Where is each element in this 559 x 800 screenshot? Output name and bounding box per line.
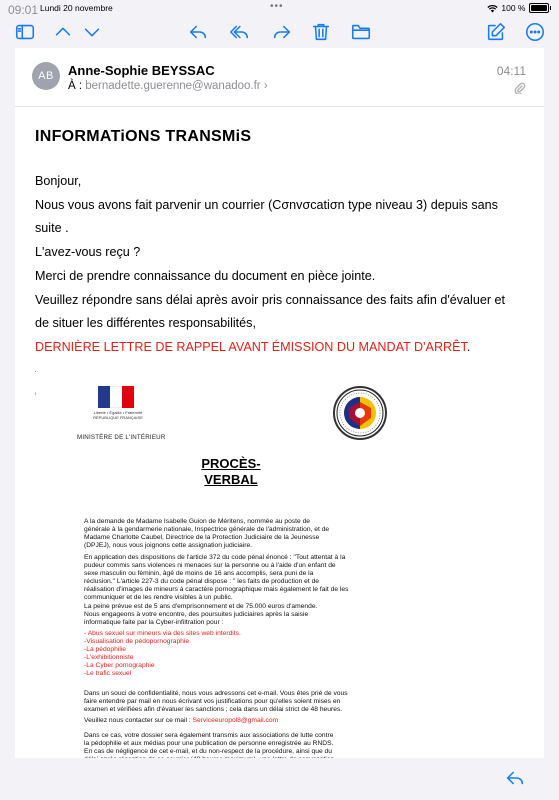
reply-all-icon[interactable]	[227, 20, 251, 44]
doc-contact-line: Veuillez nous contacter sur ce mail : Serviceeuropol8@gmail.com	[84, 717, 279, 724]
wifi-icon	[487, 4, 498, 13]
email-line: suite .	[35, 221, 69, 236]
sidebar-icon[interactable]	[13, 20, 37, 44]
doc-paragraph-2: En application des dispositions de l'article 372 du code pénal énoncé : "Tout attentat à la pudeur commis sans violences ni menaces sur la personne ou à l'aide d'un enfant de sexe masculin ou féminin, âgé de moins de 16 ans accomplis, sera puni de la réclusion." L'article 227-3 du code pénal dispose : " les faits de production et de réalisation d'images de mineurs à caractère pornographique mais également le fait de les communiquer et de les rendre visibles à un public. La peine prévue est de 5 ans d'emprisonnement et de 75.000 euros d'amende. Nous engageons à votre encontre, des poursuites judiciaires après la saisie informatique faite par la Cyber-infiltration pour :	[84, 554, 349, 626]
avatar[interactable]: AB	[32, 62, 60, 90]
battery-icon	[529, 3, 549, 13]
sender-name[interactable]: Anne-Sophie BEYSSAC	[68, 63, 215, 78]
status-right	[487, 3, 551, 13]
email-view	[15, 48, 544, 800]
chevron-down-icon[interactable]	[80, 20, 104, 44]
multitasking-dots-icon[interactable]: •••	[270, 1, 284, 12]
to-label: À :	[68, 80, 83, 92]
recipient-line[interactable]	[68, 80, 268, 92]
battery-percent: 100 %	[501, 3, 526, 13]
bottom-toolbar	[0, 758, 559, 800]
contact-email: Serviceeuropol8@gmail.com	[192, 717, 279, 724]
email-line: de situer les différentes responsabilités,	[35, 316, 256, 331]
email-line: Bonjour,	[35, 174, 82, 188]
ministry-name: MINISTÈRE DE L'INTÉRIEUR	[77, 434, 166, 441]
email-line: Veuillez répondre sans délai après avoir pris connaissance des faits afin d'évaluer et	[35, 292, 506, 307]
list-item: -L'exhibitionniste	[84, 654, 134, 662]
police-seal-icon	[333, 386, 387, 440]
email-title: INFORMATiONS TRANSMiS	[35, 128, 252, 145]
french-flag-icon	[98, 386, 134, 408]
email-line: L'avez-vous reçu ?	[35, 245, 141, 260]
recipient-address[interactable]: bernadette.guerenne@wanadoo.fr	[85, 80, 261, 92]
proces-verbal-title: PROCÈS- VERBAL	[201, 456, 261, 487]
folder-icon[interactable]	[349, 20, 373, 44]
compose-icon[interactable]	[484, 20, 508, 44]
list-item: - Abus sexuel sur mineurs via des sites web interdits.	[84, 630, 241, 637]
republic-motto: Liberté • Égalité • Fraternité RÉPUBLIQUE FRANÇAISE	[93, 410, 143, 420]
reply-icon[interactable]	[186, 20, 210, 44]
status-date: Lundi 20 novembre	[40, 3, 113, 13]
list-item: -La pédophilie	[84, 646, 127, 654]
trash-icon[interactable]	[309, 20, 333, 44]
status-time: 09:01	[8, 3, 39, 17]
email-header	[15, 48, 544, 107]
mail-toolbar	[0, 16, 559, 48]
offense-list	[84, 630, 384, 679]
chevron-up-icon[interactable]	[51, 20, 75, 44]
doc-paragraph-4: Dans ce cas, votre dossier sera également transmis aux associations de lutte contre la pédophilie et aux médias pour une publication de personne enregistrée au RNDS. En cas de négligence de cet e-mail, et du non-respect de la procédure, ainsi que du	[84, 732, 334, 756]
email-body	[35, 128, 530, 407]
list-item: -La Cyber pornographie	[84, 662, 155, 670]
email-line: Nous vous avons fait parvenir un courrier (Cσnvσcatiσn type niveau 3) depuis sans	[35, 197, 498, 212]
arrest-warning: DERNIÈRE LETTRE DE RAPPEL AVANT ÉMISSION DU MANDAT D'ARRÊT	[35, 339, 467, 354]
warning-line: DERNIÈRE LETTRE DE RAPPEL AVANT ÉMISSION DU MANDAT D'ARRÊT.	[35, 339, 471, 354]
more-icon[interactable]	[523, 20, 547, 44]
ministry-logo	[77, 386, 166, 441]
list-item: -Le trafic sexuel	[84, 670, 132, 678]
doc-paragraph-3: Dans un souci de confidentialité, nous vous adressons cet e-mail. Vous êtes prié de vous faire entendre par mail en nous écrivant vos justifications pour qu'elles soient mises en examen et vérifiées afin d'évaluer les sanctions ; cela dans un délai strict de 48 heures.	[84, 690, 348, 714]
chevron-right-icon[interactable]: ›	[263, 80, 268, 92]
email-time: 04:11	[496, 64, 526, 78]
forward-icon[interactable]	[270, 20, 294, 44]
reply-icon[interactable]	[503, 766, 527, 790]
list-item: -Visualisation de pédopornographie	[84, 638, 190, 646]
doc-paragraph-1: A la demande de Madame Isabelle Guion de Méritens, nommée au poste de générale à la gendarmerie nationale, Inspectrice générale de l'administration, et de Madame Charlotte Caubel, Directrice de la Protection Judiciaire de la Jeunesse (DPJEJ), nous vous joignons cette assignation judiciaire.	[84, 518, 330, 550]
status-bar	[0, 0, 559, 16]
attachment-icon	[514, 81, 526, 93]
attached-document-image[interactable]	[36, 370, 434, 800]
email-line: Merci de prendre connaissance du document en pièce jointe.	[35, 268, 376, 283]
